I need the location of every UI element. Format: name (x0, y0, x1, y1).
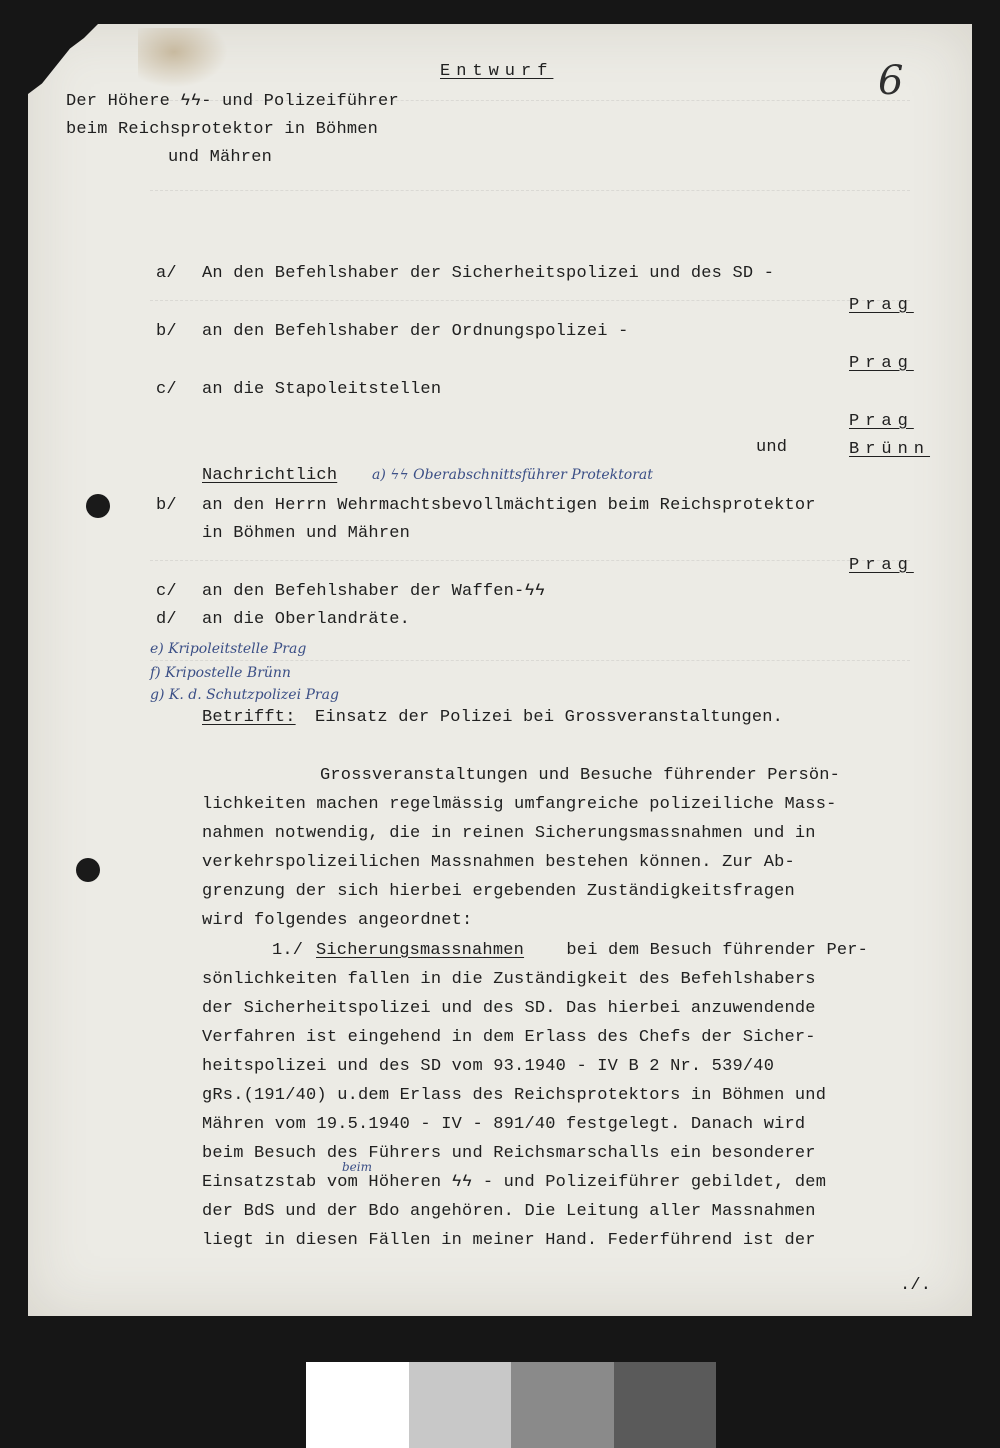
cc-marker: c/ (156, 582, 177, 601)
subject-text: Einsatz der Polizei bei Grossveranstaltungen. (315, 708, 784, 727)
cc-marker: d/ (156, 610, 177, 629)
nachrichtlich-heading: Nachrichtlich (202, 466, 338, 485)
point-line: beim Besuch des Führers und Reichsmarschalls ein besonderer (202, 1144, 816, 1163)
cc-city: Prag (849, 556, 914, 575)
page-number: 6 (878, 58, 904, 104)
cc-text: in Böhmen und Mähren (202, 524, 411, 543)
point-line: sönlichkeiten fallen in die Zuständigkeit des Befehlshabers (202, 970, 816, 989)
point-line: der BdS und der Bdo angehören. Die Leitung aller Massnahmen (202, 1202, 816, 1221)
point-text: bei dem Besuch führender Per- (556, 941, 869, 960)
handwritten-correction: beim (342, 1160, 372, 1174)
recipient-city: Prag (849, 354, 914, 373)
sender-line: Der Höhere ϟϟ- und Polizeiführer (66, 92, 399, 111)
point-line: heitspolizei und des SD vom 93.1940 - IV B 2 Nr. 539/40 (202, 1057, 775, 1076)
recipient-city: Prag (849, 412, 914, 431)
sender-line: beim Reichsprotektor in Böhmen (66, 120, 379, 139)
point-number: 1./ (272, 941, 304, 960)
point-line: Verfahren ist eingehend in dem Erlass des Chefs der Sicher- (202, 1028, 816, 1047)
point-line: gRs.(191/40) u.dem Erlass des Reichsprotektors in Böhmen und (202, 1086, 827, 1105)
recipient-city: Prag (849, 296, 914, 315)
body-line: lichkeiten machen regelmässig umfangreiche polizeiliche Mass- (202, 795, 837, 814)
recipient-text: an die Stapoleitstellen (202, 380, 442, 399)
continuation-mark: ./. (900, 1276, 932, 1295)
subject-label: Betrifft: (202, 708, 296, 727)
bleed-through (150, 560, 910, 575)
document-title: Entwurf (440, 62, 554, 81)
body-line: verkehrspolizeilichen Massnahmen bestehen können. Zur Ab- (202, 853, 795, 872)
body-line: Grossveranstaltungen und Besuche führender Persön- (320, 766, 841, 785)
cc-text: an die Oberlandräte. (202, 610, 411, 629)
point-line: liegt in diesen Fällen in meiner Hand. Federführend ist der (202, 1231, 816, 1250)
torn-corner (28, 24, 98, 94)
handwritten-cc: f) Kripostelle Brünn (150, 665, 291, 681)
recipient-text: an den Befehlshaber der Ordnungspolizei - (202, 322, 629, 341)
cc-text: an den Befehlshaber der Waffen-ϟϟ (202, 582, 546, 601)
stain (138, 28, 228, 88)
body-line: nahmen notwendig, die in reinen Sicherungsmassnahmen und in (202, 824, 816, 843)
point-line: Einsatzstab vom Höheren ϟϟ - und Polizeiführer gebildet, dem (202, 1173, 827, 1192)
handwritten-cc: e) Kripoleitstelle Prag (150, 641, 307, 657)
bleed-through (150, 190, 910, 205)
recipient-und: und (756, 438, 788, 457)
body-line: grenzung der sich hierbei ergebenden Zuständigkeitsfragen (202, 882, 795, 901)
cc-marker: b/ (156, 496, 177, 515)
point-line: Mähren vom 19.5.1940 - IV - 891/40 festgelegt. Danach wird (202, 1115, 806, 1134)
handwritten-note: a) ϟϟ Oberabschnittsführer Protektorat (372, 467, 653, 483)
handwritten-cc: g) K. d. Schutzpolizei Prag (150, 687, 339, 703)
punch-hole (76, 858, 100, 882)
point-line: der Sicherheitspolizei und des SD. Das hierbei anzuwendende (202, 999, 816, 1018)
cc-text: an den Herrn Wehrmachtsbevollmächtigen beim Reichsprotektor (202, 496, 816, 515)
body-line: wird folgendes angeordnet: (202, 911, 473, 930)
recipient-marker: b/ (156, 322, 177, 341)
recipient-city: Brünn (849, 440, 931, 459)
point-heading: Sicherungsmassnahmen (316, 941, 525, 960)
recipient-marker: a/ (156, 264, 177, 283)
recipient-marker: c/ (156, 380, 177, 399)
sender-line: und Mähren (168, 148, 273, 167)
punch-hole (86, 494, 110, 518)
bleed-through (150, 300, 910, 315)
color-calibration-card (306, 1362, 716, 1448)
recipient-text: An den Befehlshaber der Sicherheitspolizei und des SD - (202, 264, 775, 283)
